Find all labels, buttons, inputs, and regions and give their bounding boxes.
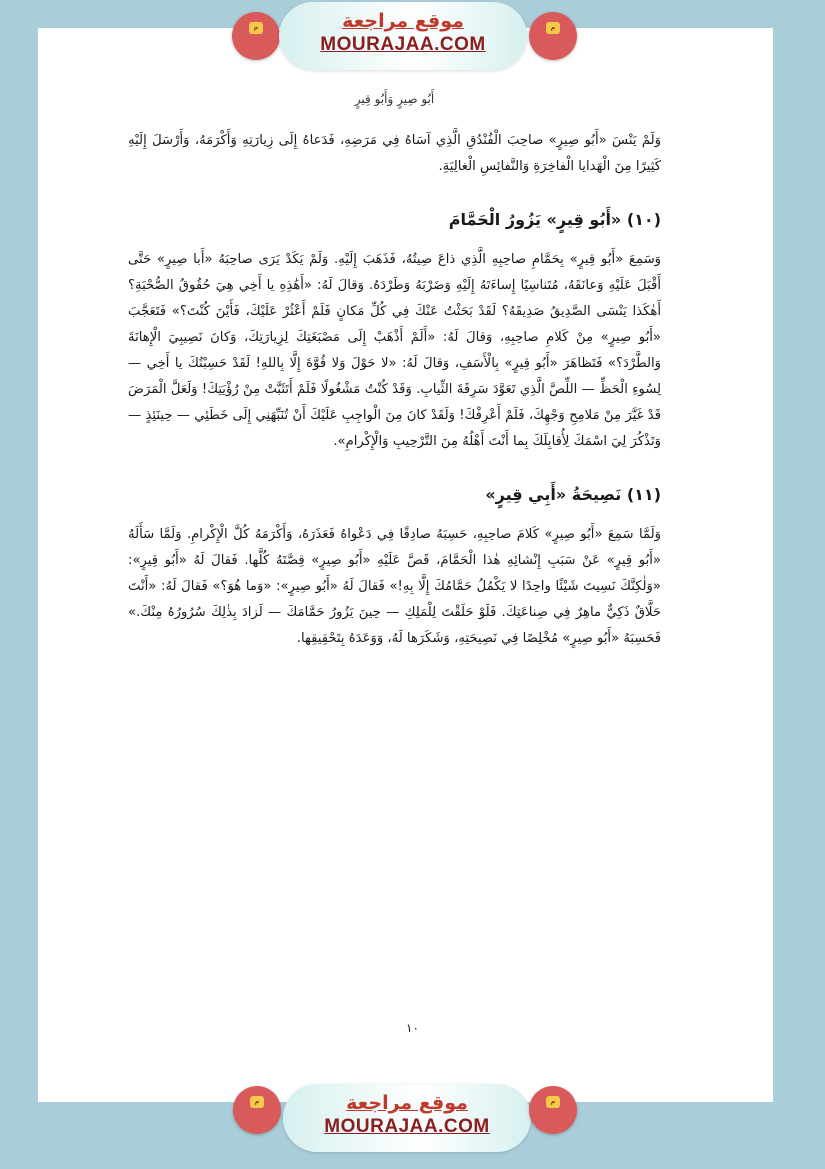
intro-paragraph: وَلَمْ يَنْسَ «أَبُو صِيرٍ» صاحِبَ الْفُنْدُقِ الَّذِي آسَاهُ فِي مَرَضِهِ، فَدَعاهُ إِلَى زِيارَتِهِ وَأَكْرَمَهُ، وَأَرْسَلَ إِلَيْهِ كَثِيرًا مِنَ الْهَدايا الْفاخِرَةِ وَالنَّفائِسِ الْغالِيَةِ. <box>128 133 661 174</box>
site-logo-icon[interactable] <box>233 1086 281 1134</box>
page-number: ١٠ <box>406 1021 419 1035</box>
section-10-paragraph: وَسَمِعَ «أَبُو قِيرٍ» بِحَمَّامِ صاحِبِهِ الَّذِي ذاعَ صِيتُهُ، فَذَهَبَ إِلَيْهِ. وَلَمْ يَكَدْ يَرَى صاحِبَهُ «أَبا صِيرٍ» حَتَّى أَقْبَلَ عَلَيْهِ وَعانَقَهُ، مُتَناسِيًا إِساءَتَهُ إِلَيْهِ وَضَرْبَهُ وَطَرْدَهُ. وَقالَ لَهُ: «أَهَٰذِهِ يا أَخِي هِيَ حُقُوقُ الصُّحْبَةِ؟ أَهٰكَذا يَنْسَى الصَّدِيقُ صَدِيقَهُ؟ لَقَدْ بَحَثْتُ عَنْكَ فِي كُلِّ مَكانٍ فَلَمْ أَعْثُرْ عَلَيْكَ، فَأَيْنَ كُنْتَ؟» فَتَعَجَّبَ «أَبُو صِيرٍ» مِنْ كَلامِ صاحِبِهِ، وَقالَ لَهُ: «أَلَمْ أَذْهَبْ إِلَى مَصْبَغَتِكَ لِزِيارَتِكَ، وَكانَ نَصِيبِيَ الْإِهانَةَ وَالطَّرْدَ؟» فَتَظاهَرَ «أَبُو قِيرٍ» بِالْأَسَفِ، وَقالَ لَهُ: «لا حَوْلَ وَلا قُوَّةَ إِلَّا بِاللهِ! لَقَدْ حَسِبْتُكَ يا أَخِي — لِسُوءِ الْحَظِّ — اللِّصَّ الَّذِي تَعَوَّدَ سَرِقَةَ الثِّيابِ. وَقَدْ كُنْتُ مَشْغُولًا فَلَمْ أَتَثَبَّتْ مِنْ رُؤْيَتِكَ! وَلَعَلَّ الْمَرَضَ قَدْ غَيَّرَ مِنْ مَلامِحِ وَجْهِكَ، فَلَمْ أَعْرِفْكَ! وَلَقَدْ كانَ مِنَ الْواجِبِ عَلَيْكَ أَنْ تُنَبِّهَنِي إِلَى خَطَئِي — حِينَئِذٍ — وَتَذْكُرَ لِيَ اسْمَكَ لِأُقابِلَكَ بِما أَنْتَ أَهْلُهُ مِنَ التَّرْحِيبِ وَالْإِكْرامِ». <box>128 252 661 449</box>
section-10-heading: (١٠) «أَبُو قِيرٍ» يَزُورُ الْحَمَّامَ <box>448 210 661 229</box>
logo-badge-icon: م <box>249 22 263 34</box>
bottom-banner <box>0 1082 825 1162</box>
site-name-pill[interactable] <box>283 1084 531 1152</box>
logo-badge-icon: م <box>546 22 560 34</box>
section-11-paragraph: وَلَمَّا سَمِعَ «أَبُو صِيرٍ» كَلامَ صاحِبِهِ، حَسِبَهُ صادِقًا فِي دَعْواهُ فَعَذَرَهُ، وَأَكْرَمَهُ كُلَّ الْإِكْرامِ. وَلَمَّا سَأَلَهُ «أَبُو قِيرٍ» عَنْ سَبَبِ إِنْشائِهِ هٰذا الْحَمَّامَ، قَصَّ عَلَيْهِ «أَبُو صِيرٍ» قِصَّتَهُ كُلَّها. فَقالَ لَهُ «أَبُو قِيرٍ»: «وَلٰكِنَّكَ نَسِيتَ شَيْئًا واحِدًا لا يَكْمُلُ حَمَّامُكَ إِلَّا بِهِ!» فَقالَ لَهُ «أَبُو صِيرٍ»: «وَما هُوَ؟» فَقالَ لَهُ: «أَنْتَ حَلَّاقٌ ذَكِيٌّ ماهِرٌ فِي صِناعَتِكَ. فَلَوْ حَلَقْتَ لِلْمَلِكِ — حِينَ يَزُورُ حَمَّامَكَ — لَزادَ بِذٰلِكَ سُرُورُهُ مِنْكَ.» فَحَسِبَهُ «أَبُو صِيرٍ» مُخْلِصًا فِي نَصِيحَتِهِ، وَشَكَرَها لَهُ، وَوَعَدَهُ بِتَحْقِيقِها. <box>128 527 661 646</box>
logo-badge-icon: م <box>250 1096 264 1108</box>
site-name-english: MOURAJAA.COM <box>320 34 486 55</box>
section-11-heading: (١١) نَصِيحَةُ «أَبِي قِيرٍ» <box>485 485 661 504</box>
site-name-pill[interactable] <box>279 2 527 70</box>
site-name-english: MOURAJAA.COM <box>324 1116 490 1137</box>
document-body <box>128 92 661 652</box>
site-name-arabic: موقع مراجعة <box>342 10 464 32</box>
site-logo-icon[interactable] <box>529 12 577 60</box>
logo-badge-icon: م <box>546 1096 560 1108</box>
top-banner <box>0 0 825 80</box>
running-head: أَبُو صِيرٍ وَأَبُو قِيرٍ <box>354 92 435 106</box>
site-name-arabic: موقع مراجعة <box>346 1092 468 1114</box>
site-logo-icon[interactable] <box>529 1086 577 1134</box>
site-logo-icon[interactable] <box>232 12 280 60</box>
